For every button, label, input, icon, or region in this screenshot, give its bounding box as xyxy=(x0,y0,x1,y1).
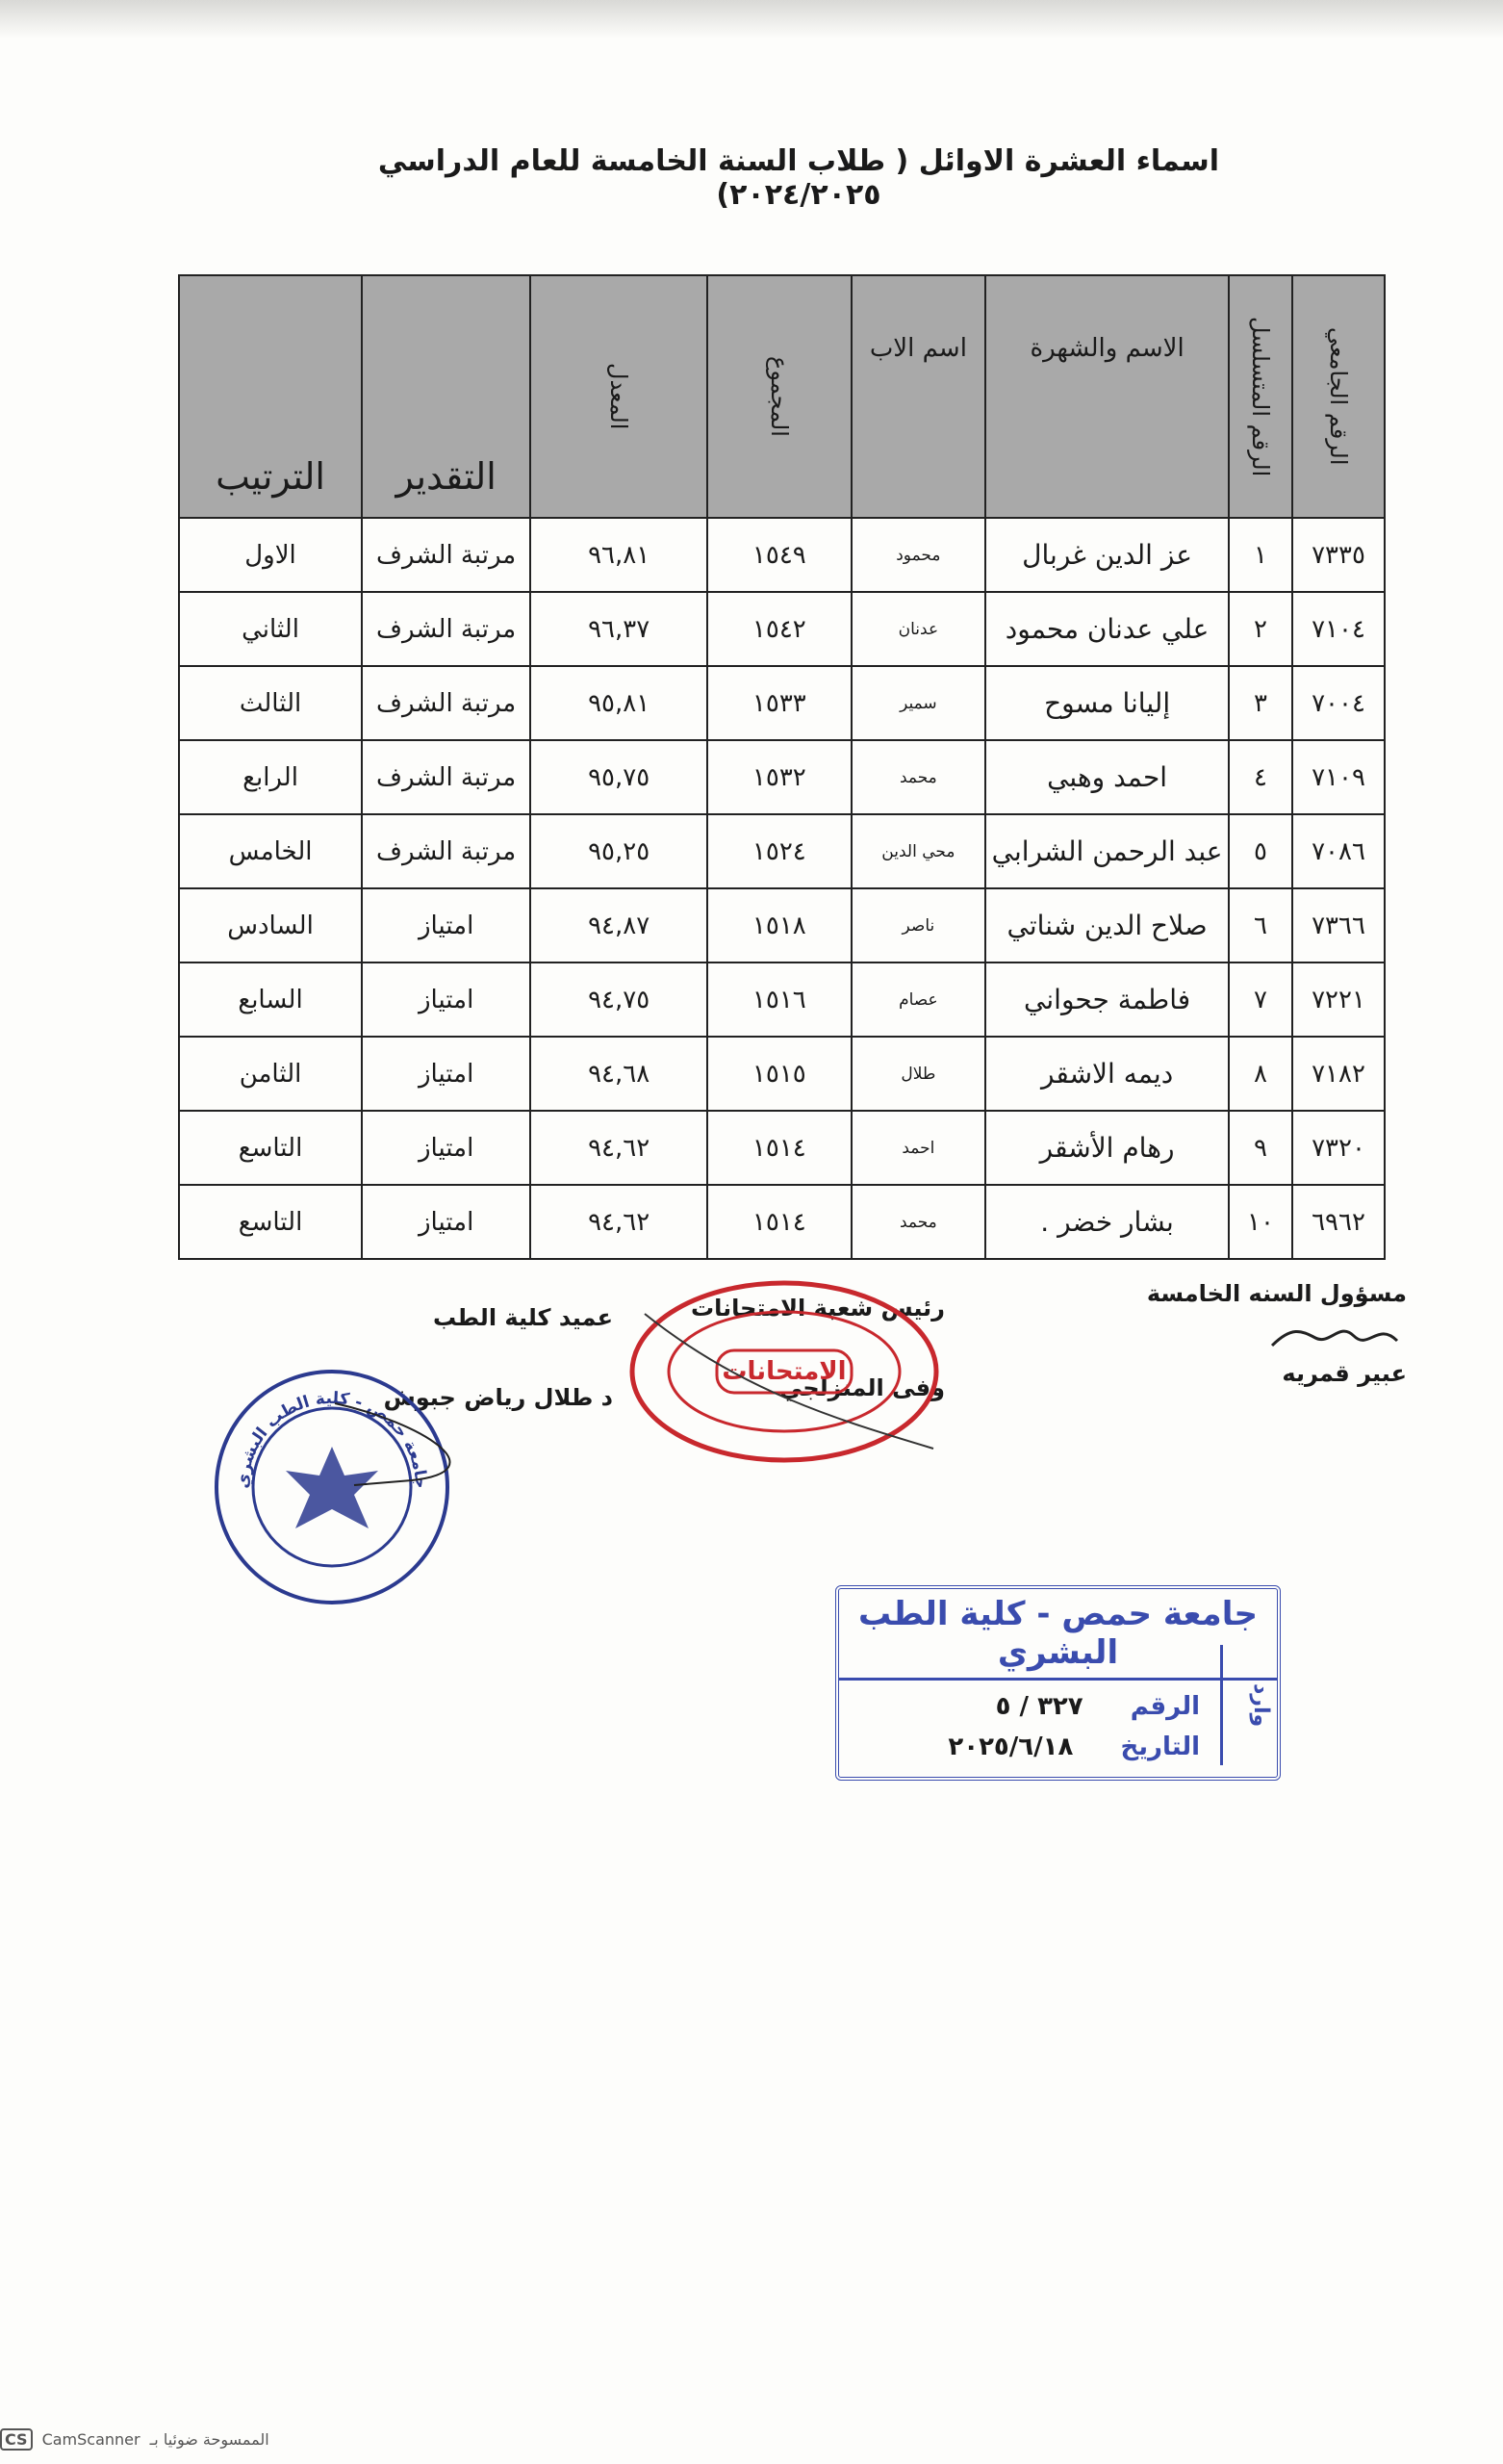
dean-title: عميد كلية الطب xyxy=(433,1304,613,1331)
svg-text:جامعة حمص - كلية الطب البشري: جامعة حمص - كلية الطب البشري xyxy=(233,1388,431,1490)
header-grade: التقدير xyxy=(362,275,530,518)
cell-total: ١٥١٤ xyxy=(707,1111,852,1185)
cell-name: بشار خضر . xyxy=(985,1185,1229,1259)
stamp-number-row xyxy=(839,1681,1277,1721)
cell-serial: ١ xyxy=(1229,518,1292,592)
cell-serial: ٤ xyxy=(1229,740,1292,814)
cell-serial: ٢ xyxy=(1229,592,1292,666)
cell-rank: الثامن xyxy=(179,1037,362,1111)
cell-total: ١٥٣٣ xyxy=(707,666,852,740)
cell-serial: ١٠ xyxy=(1229,1185,1292,1259)
camscanner-app: CamScanner xyxy=(41,2430,140,2449)
cell-uni-no: ٧١٠٤ xyxy=(1292,592,1385,666)
cell-total: ١٥٤٢ xyxy=(707,592,852,666)
cell-uni-no: ٧٢٢١ xyxy=(1292,962,1385,1037)
cell-grade: مرتبة الشرف xyxy=(362,740,530,814)
cell-name: عز الدين غربال xyxy=(985,518,1229,592)
header-uni-no: الرقم الجامعي xyxy=(1292,275,1385,518)
header-name: الاسم والشهرة xyxy=(985,275,1229,518)
results-table xyxy=(178,274,1386,1260)
table-row xyxy=(179,1185,1385,1259)
cell-father: ناصر xyxy=(852,888,986,962)
cell-name: صلاح الدين شناتي xyxy=(985,888,1229,962)
cell-serial: ٩ xyxy=(1229,1111,1292,1185)
cell-average: ٩٥,٨١ xyxy=(530,666,707,740)
cell-grade: مرتبة الشرف xyxy=(362,592,530,666)
cell-total: ١٥١٦ xyxy=(707,962,852,1037)
cell-average: ٩٤,٦٨ xyxy=(530,1037,707,1111)
cell-serial: ٨ xyxy=(1229,1037,1292,1111)
cell-father: محمد xyxy=(852,1185,986,1259)
svg-text:الامتحانات: الامتحانات xyxy=(722,1357,847,1386)
officer-title: مسؤول السنه الخامسة xyxy=(1146,1280,1407,1307)
table-row xyxy=(179,814,1385,888)
table-row xyxy=(179,962,1385,1037)
cell-average: ٩٥,٧٥ xyxy=(530,740,707,814)
incoming-stamp xyxy=(835,1585,1281,1781)
cell-total: ١٥٣٢ xyxy=(707,740,852,814)
cell-father: محمود xyxy=(852,518,986,592)
cell-grade: امتياز xyxy=(362,888,530,962)
cell-name: عبد الرحمن الشرابي xyxy=(985,814,1229,888)
cell-serial: ٦ xyxy=(1229,888,1292,962)
cell-uni-no: ٧٣٣٥ xyxy=(1292,518,1385,592)
cell-father: طلال xyxy=(852,1037,986,1111)
cell-grade: امتياز xyxy=(362,962,530,1037)
cell-serial: ٧ xyxy=(1229,962,1292,1037)
cell-name: إليانا مسوح xyxy=(985,666,1229,740)
stamp-date-row xyxy=(839,1721,1277,1761)
cell-name: رهام الأشقر xyxy=(985,1111,1229,1185)
cell-name: علي عدنان محمود xyxy=(985,592,1229,666)
cell-grade: مرتبة الشرف xyxy=(362,666,530,740)
cell-total: ١٥١٨ xyxy=(707,888,852,962)
table-header-row xyxy=(179,275,1385,518)
cell-name: احمد وهبي xyxy=(985,740,1229,814)
scanner-footer xyxy=(0,2428,269,2451)
camscanner-text: الممسوحة ضوئيا بـ xyxy=(149,2430,269,2449)
cell-father: محي الدين xyxy=(852,814,986,888)
cell-father: احمد xyxy=(852,1111,986,1185)
stamp-title: جامعة حمص - كلية الطب البشري xyxy=(839,1589,1277,1681)
cell-uni-no: ٧١٠٩ xyxy=(1292,740,1385,814)
cell-average: ٩٤,٨٧ xyxy=(530,888,707,962)
cell-grade: امتياز xyxy=(362,1037,530,1111)
cell-serial: ٥ xyxy=(1229,814,1292,888)
dean-name: د طلال رياض جبوش xyxy=(383,1384,613,1411)
cell-uni-no: ٧٣٢٠ xyxy=(1292,1111,1385,1185)
header-father: اسم الاب xyxy=(852,275,986,518)
camscanner-logo: CS xyxy=(0,2428,33,2451)
cell-name: ديمه الاشقر xyxy=(985,1037,1229,1111)
cell-rank: السادس xyxy=(179,888,362,962)
exams-head-name: وفى المنزلجي xyxy=(779,1374,945,1401)
header-rank: الترتيب xyxy=(179,275,362,518)
officer-name: عبير قمريه xyxy=(1282,1360,1407,1387)
header-total: المجموع xyxy=(707,275,852,518)
page-title: اسماء العشرة الاوائل ( طلاب السنة الخامسة للعام الدراسي ٢٠٢٤/٢٠٢٥) xyxy=(377,144,1220,212)
cell-total: ١٥١٤ xyxy=(707,1185,852,1259)
table-row xyxy=(179,592,1385,666)
cell-average: ٩٤,٦٢ xyxy=(530,1111,707,1185)
handwritten-signature-icon xyxy=(1262,1317,1407,1355)
table-row xyxy=(179,740,1385,814)
header-serial: الرقم المتسلسل xyxy=(1229,275,1292,518)
cell-name: فاطمة جحواني xyxy=(985,962,1229,1037)
cell-average: ٩٦,٨١ xyxy=(530,518,707,592)
signature-fifth-year-officer xyxy=(1147,1280,1407,1440)
cell-uni-no: ٧١٨٢ xyxy=(1292,1037,1385,1111)
stamp-date-label: التاريخ xyxy=(1120,1732,1200,1761)
cell-rank: الثاني xyxy=(179,592,362,666)
cell-father: سمير xyxy=(852,666,986,740)
cell-father: محمد xyxy=(852,740,986,814)
cell-father: عدنان xyxy=(852,592,986,666)
cell-grade: مرتبة الشرف xyxy=(362,518,530,592)
cell-average: ٩٤,٧٥ xyxy=(530,962,707,1037)
cell-rank: الرابع xyxy=(179,740,362,814)
cell-total: ١٥١٥ xyxy=(707,1037,852,1111)
scan-shadow xyxy=(0,0,1503,38)
table-row xyxy=(179,888,1385,962)
cell-rank: السابع xyxy=(179,962,362,1037)
table-row xyxy=(179,666,1385,740)
cell-total: ١٥٢٤ xyxy=(707,814,852,888)
header-average: المعدل xyxy=(530,275,707,518)
cell-average: ٩٦,٣٧ xyxy=(530,592,707,666)
stamp-number-label: الرقم xyxy=(1130,1692,1200,1721)
exams-seal-icon xyxy=(625,1275,943,1468)
faculty-seal-icon xyxy=(210,1365,455,1610)
cell-grade: امتياز xyxy=(362,1111,530,1185)
cell-uni-no: ٦٩٦٢ xyxy=(1292,1185,1385,1259)
cell-total: ١٥٤٩ xyxy=(707,518,852,592)
table-row xyxy=(179,1111,1385,1185)
stamp-side-label: وارد xyxy=(1220,1645,1273,1765)
stamp-date-value: ٢٠٢٥/٦/١٨ xyxy=(948,1732,1074,1761)
cell-rank: التاسع xyxy=(179,1185,362,1259)
exams-head-title: رئيس شعبة الامتحانات xyxy=(691,1295,945,1322)
cell-rank: الثالث xyxy=(179,666,362,740)
cell-rank: الاول xyxy=(179,518,362,592)
stamp-number-value: ٣٢٧ / ٥ xyxy=(995,1692,1083,1721)
table-row xyxy=(179,1037,1385,1111)
cell-serial: ٣ xyxy=(1229,666,1292,740)
table-row xyxy=(179,518,1385,592)
cell-average: ٩٤,٦٢ xyxy=(530,1185,707,1259)
cell-uni-no: ٧٣٦٦ xyxy=(1292,888,1385,962)
cell-average: ٩٥,٢٥ xyxy=(530,814,707,888)
cell-uni-no: ٧٠٠٤ xyxy=(1292,666,1385,740)
cell-father: عصام xyxy=(852,962,986,1037)
cell-uni-no: ٧٠٨٦ xyxy=(1292,814,1385,888)
cell-rank: التاسع xyxy=(179,1111,362,1185)
cell-grade: مرتبة الشرف xyxy=(362,814,530,888)
cell-rank: الخامس xyxy=(179,814,362,888)
cell-grade: امتياز xyxy=(362,1185,530,1259)
